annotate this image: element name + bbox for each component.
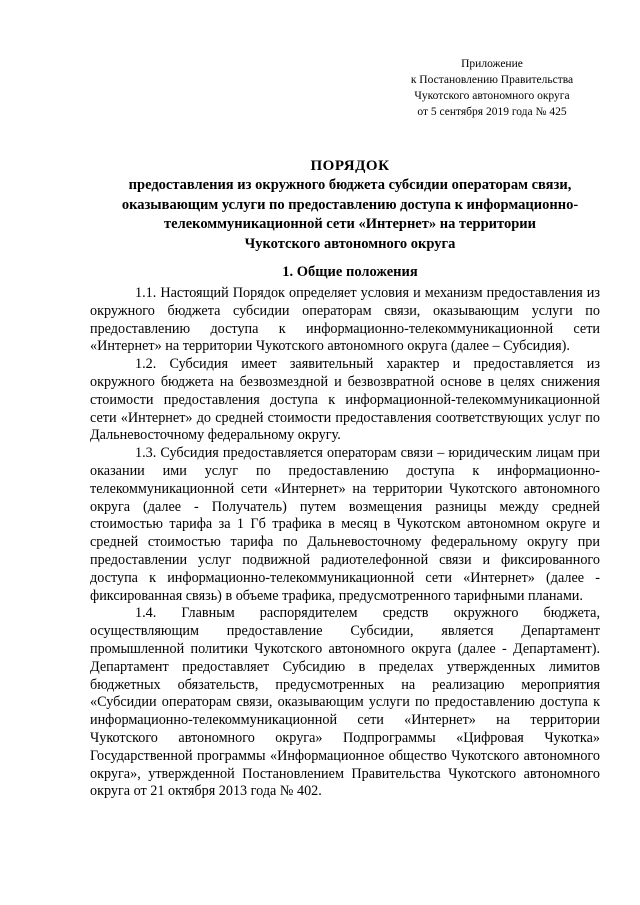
paragraph-1-2: 1.2. Субсидия имеет заявительный характер и предоставляется из окружного бюджета на безвозмездной и безвозвратной основе в целях снижения стоимости предоставления доступа к информационной-телекоммуникационной сети «Интернет» до средней стоимости предоставления соответствующих услуг по Дальневосточному федеральному округу. — [90, 356, 600, 444]
appendix-line-3: Чукотского автономного округа — [414, 90, 570, 102]
appendix-line-1: Приложение — [461, 58, 523, 70]
paragraph-1-1: 1.1. Настоящий Порядок определяет условия и механизм предоставления из окружного бюджета субсидии операторам связи, оказывающим услуги по предоставлению доступа к информационно-телекоммуникационной сети «Интернет» на территории Чукотского автономного округа (далее – Субсидия). — [90, 285, 600, 355]
document-body — [90, 285, 600, 801]
paragraph-1-3: 1.3. Субсидия предоставляется операторам связи – юридическим лицам при оказании ими услуг по предоставлению доступа к информационно-телекоммуникационной сети «Интернет» на территории Чукотского автономного округа (далее - Получатель) путем возмещения разницы между средней стоимостью тарифа за 1 Гб трафика в месяц в Чукотском автономном округе и средней стоимостью тарифа по Дальневосточному федеральному округу при предоставлении услуг подвижной радиотелефонной связи и фиксированного доступа к информационно-телекоммуникационной сети «Интернет» (далее - фиксированная связь) в объеме трафика, предусмотренного тарифными планами. — [90, 445, 600, 604]
title-line-4: Чукотского автономного округа — [244, 235, 456, 252]
title-line-2: оказывающим услуги по предоставлению доступа к информационно- — [121, 196, 579, 213]
section-heading: 1. Общие положения — [282, 264, 418, 280]
title-line-3: телекоммуникационной сети «Интернет» на территории — [164, 216, 536, 232]
title-main: ПОРЯДОК — [310, 158, 390, 174]
document-title — [90, 156, 610, 254]
appendix-line-4: от 5 сентября 2019 года № 425 — [417, 106, 567, 118]
appendix-note — [392, 56, 592, 120]
paragraph-1-4: 1.4. Главным распорядителем средств окружного бюджета, осуществляющим предоставление Субсидии, является Департамент промышленной политики Чукотского автономного округа (далее - Департамент). Департамент предоставляет Субсидию в пределах утвержденных лимитов бюджетных обязательств, предусмотренных на реализацию мероприятия «Субсидии операторам связи, оказывающим услуги по предоставлению доступа к информационно-телекоммуникационной сети «Интернет» на территории Чукотского автономного округа» Подпрограммы «Цифровая Чукотка» Государственной программы «Информационное общество Чукотского автономного округа», утвержденной Постановлением Правительства Чукотского автономного округа от 21 октября 2013 года № 402. — [90, 605, 600, 800]
title-line-1: предоставления из окружного бюджета субсидии операторам связи, — [128, 177, 572, 193]
appendix-line-2: к Постановлению Правительства — [410, 74, 574, 86]
